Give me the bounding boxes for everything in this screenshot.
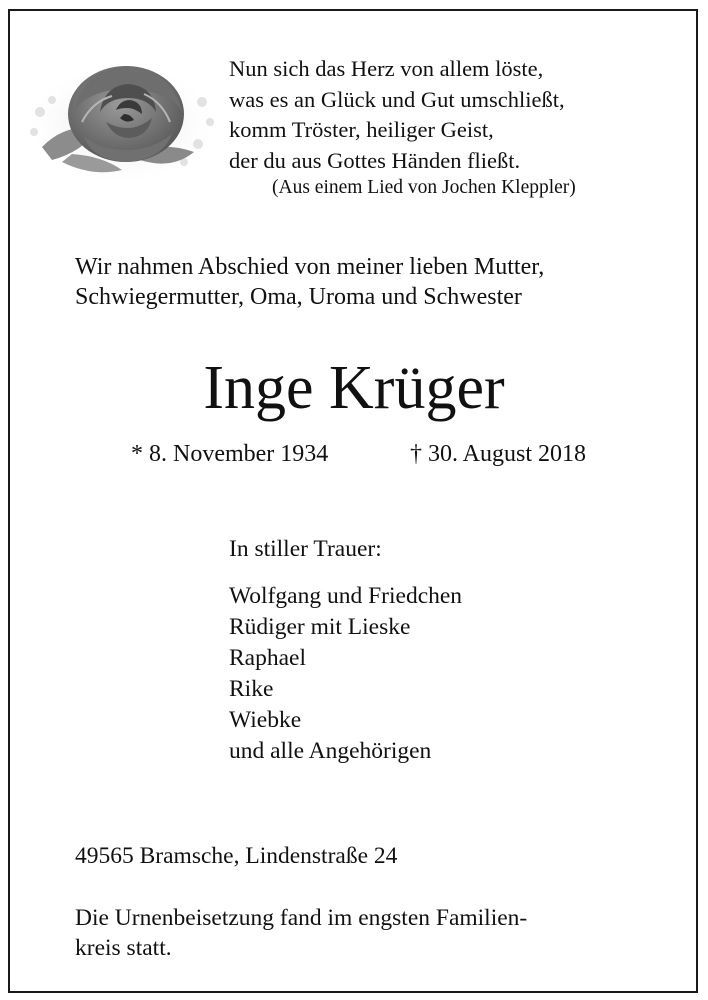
mourner-name: Rüdiger mit Lieske: [229, 614, 411, 640]
birth-date: * 8. November 1934: [131, 441, 329, 467]
death-date: † 30. August 2018: [410, 441, 587, 467]
address: 49565 Bramsche, Lindenstraße 24: [75, 843, 398, 869]
mourning-heading: In stiller Trauer:: [229, 536, 382, 562]
mourner-list: [229, 581, 462, 767]
intro-text: [75, 253, 544, 312]
mourner-name: Wolfgang und Friedchen: [229, 583, 463, 609]
rose-icon: [22, 52, 222, 192]
notice-line: kreis statt.: [75, 935, 172, 961]
poem-line: komm Tröster, heiliger Geist,: [229, 117, 494, 142]
mourner-name: und alle Angehörigen: [229, 738, 432, 764]
poem: [229, 54, 565, 176]
intro-line: Schwiegermutter, Oma, Uroma und Schwester: [75, 283, 522, 310]
poem-line: Nun sich das Herz von allem löste,: [229, 56, 544, 81]
deceased-name: Inge Krüger: [203, 354, 505, 422]
mourner-name: Raphael: [229, 645, 306, 671]
poem-line: was es an Glück und Gut umschließt,: [229, 86, 565, 112]
burial-notice: [75, 903, 527, 963]
mourner-name: Wiebke: [229, 707, 302, 733]
notice-line: Die Urnenbeisetzung fand im engsten Familien-: [75, 905, 528, 931]
poem-line: der du aus Gottes Händen fließt.: [229, 147, 521, 173]
mourner-name: Rike: [229, 676, 274, 702]
poem-source: (Aus einem Lied von Jochen Kleppler): [272, 177, 576, 198]
intro-line: Wir nahmen Abschied von meiner lieben Mutter,: [75, 254, 545, 280]
